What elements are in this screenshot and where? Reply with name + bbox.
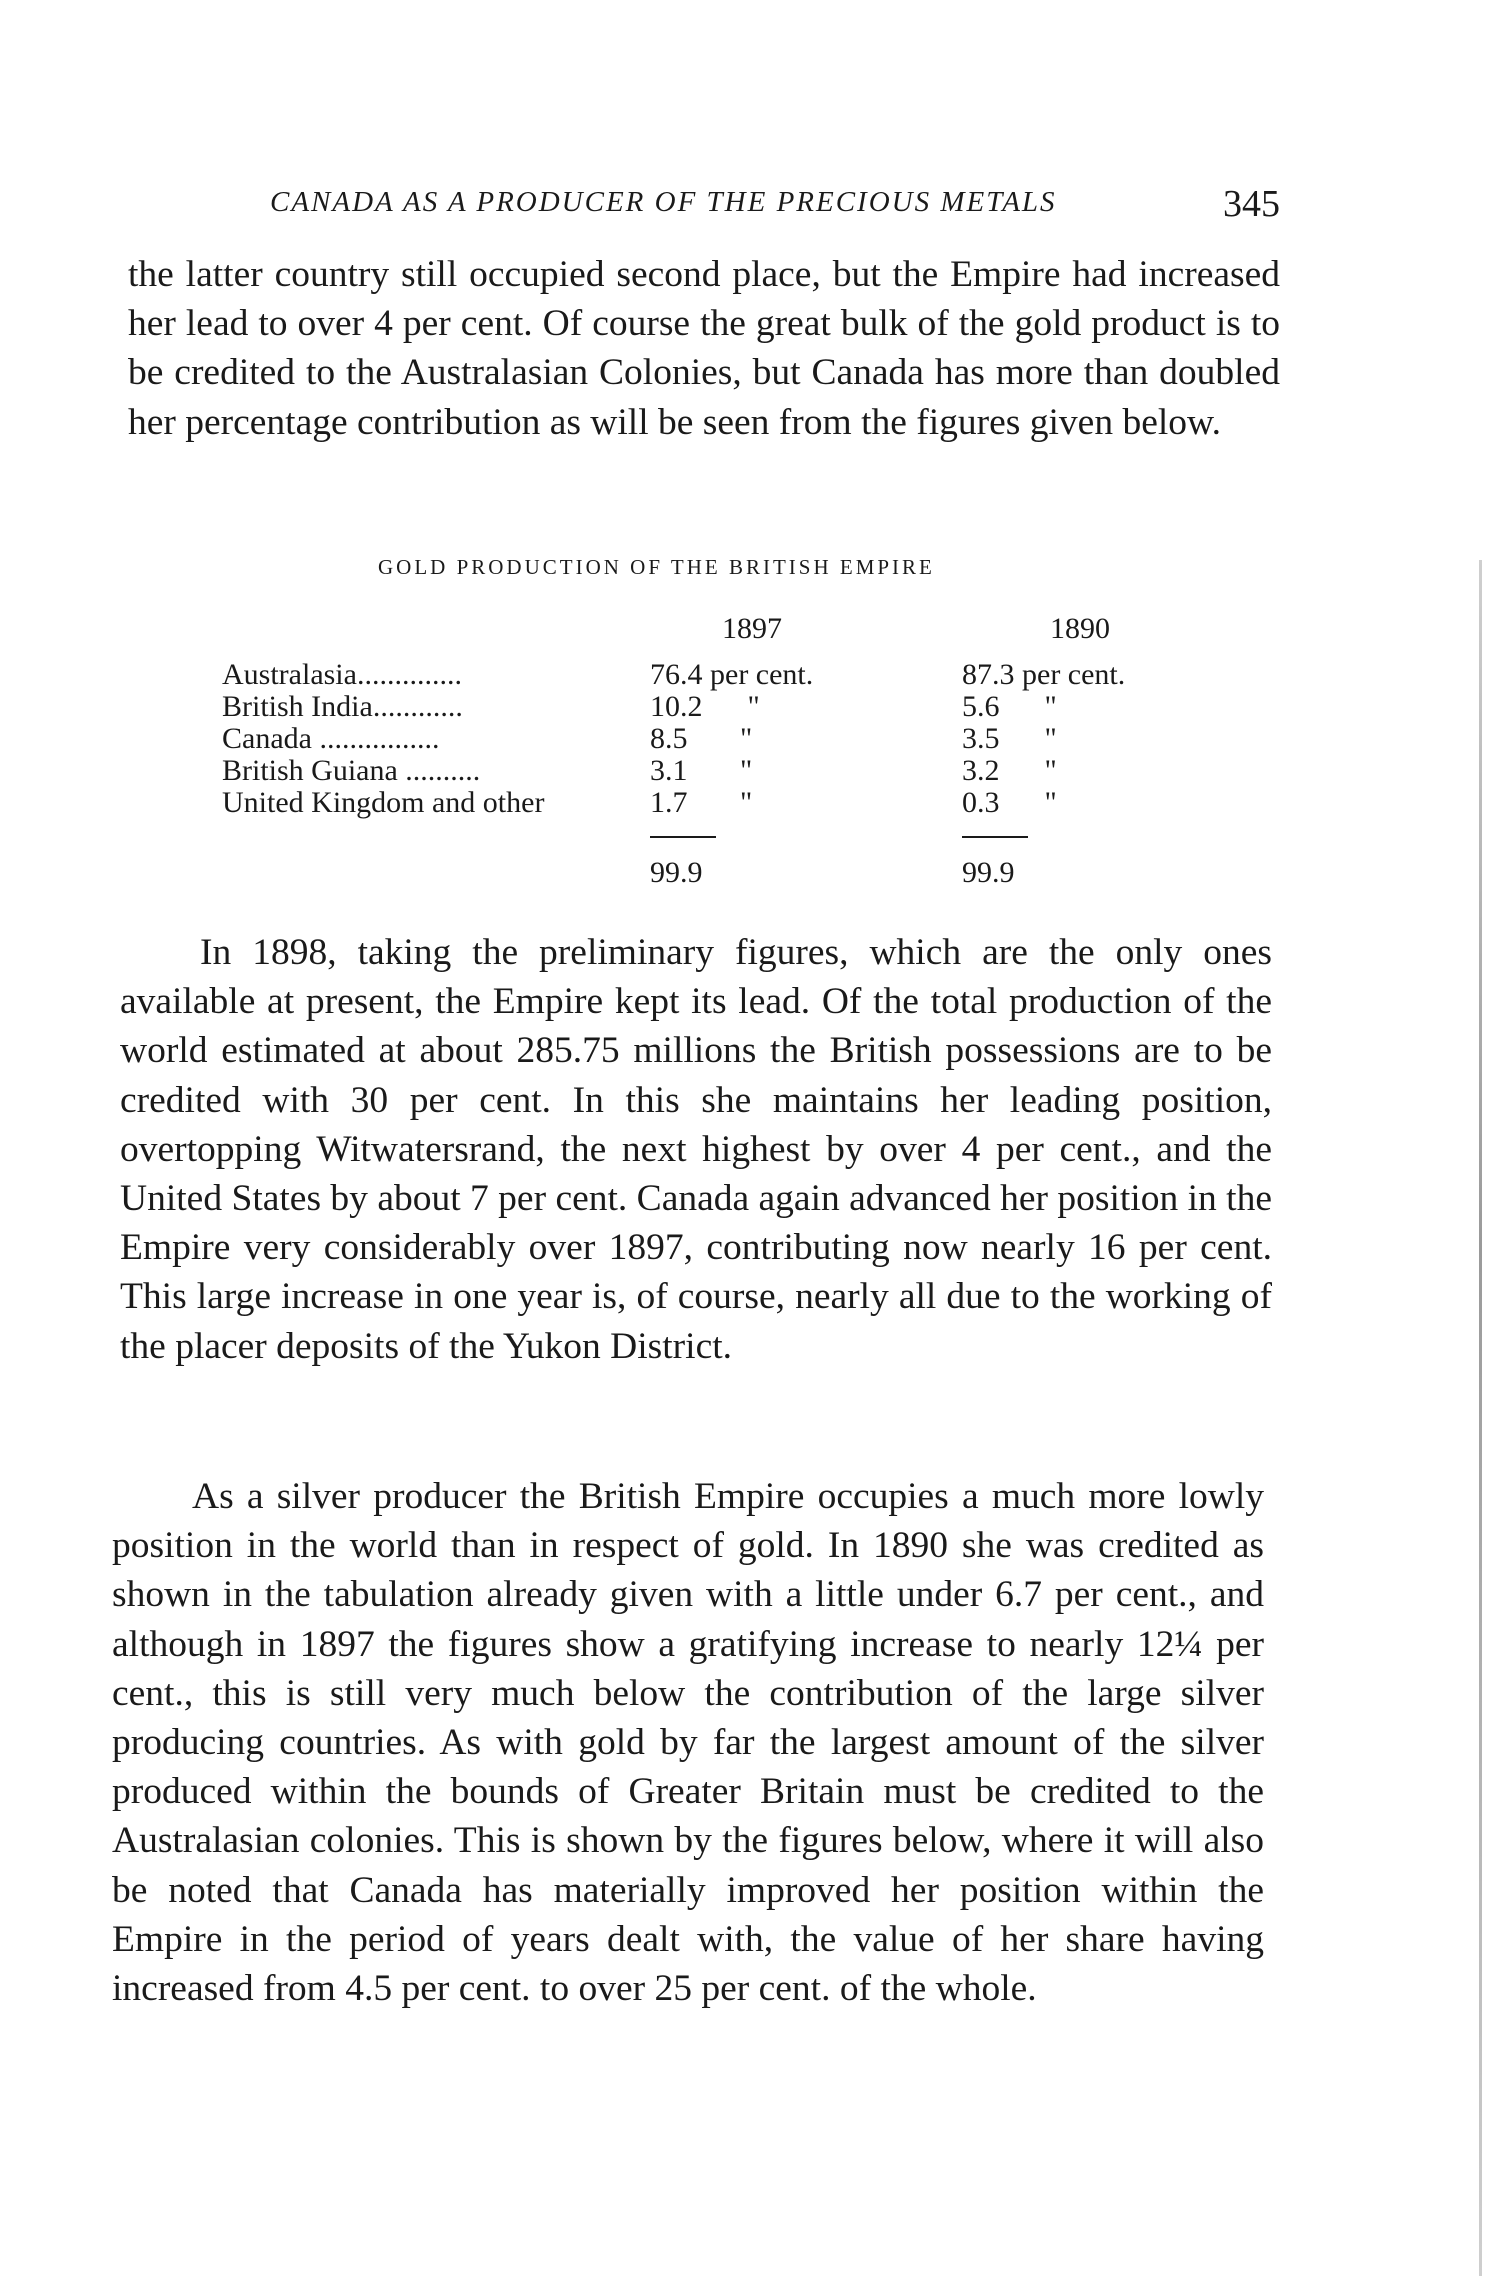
gold-production-table bbox=[222, 612, 1202, 902]
running-title: CANADA AS A PRODUCER OF THE PRECIOUS METALS bbox=[270, 186, 1057, 218]
total-1897: 99.9 bbox=[650, 856, 703, 889]
paragraph-1: the latter country still occupied second place, but the Empire had increased her lead to over 4 per cent. Of course the great bulk of the gold product is to be credited to the Australasian Colonies, but Canada has more than doubled her percentage contribution as will be seen from the figures given below. bbox=[128, 254, 1280, 443]
value-1890: 3.2 " bbox=[962, 754, 1057, 787]
sum-rule bbox=[650, 836, 716, 838]
table-title: GOLD PRODUCTION OF THE BRITISH EMPIRE bbox=[378, 555, 935, 579]
total-1890: 99.9 bbox=[962, 856, 1015, 889]
paragraph-2: In 1898, taking the preliminary figures, which are the only ones available at present, the Empire kept its lead. Of the total production of the world estimated at about 285.75 millions the British possessions are to be credited with 30 per cent. In this she maintains her leading position, overtopping Witwatersrand, the next highest by over 4 per cent., and the United States by about 7 per cent. Canada again advanced her position in the Empire very considerably over 1897, contributing now nearly 16 per cent. This large increase in one year is, of course, nearly all due to the working of the placer deposits of the Yukon District. bbox=[120, 932, 1272, 1367]
value-1890: 0.3 " bbox=[962, 786, 1057, 819]
row-label: British Guiana .......... bbox=[222, 754, 481, 787]
column-header-1897: 1897 bbox=[722, 612, 782, 645]
value-1897: 10.2 " bbox=[650, 690, 760, 723]
row-label: Australasia.............. bbox=[222, 658, 462, 691]
value-1890: 87.3 per cent. bbox=[962, 658, 1126, 691]
value-1890: 5.6 " bbox=[962, 690, 1057, 723]
value-1890: 3.5 " bbox=[962, 722, 1057, 755]
column-header-1890: 1890 bbox=[1050, 612, 1110, 645]
running-head bbox=[270, 182, 1280, 232]
row-label: United Kingdom and other bbox=[222, 786, 545, 819]
value-1897: 1.7 " bbox=[650, 786, 753, 819]
value-1897: 3.1 " bbox=[650, 754, 753, 787]
paragraph-3: As a silver producer the British Empire occupies a much more lowly position in the world than in respect of gold. In 1890 she was credited as shown in the tabulation already given with a little under 6.7 per cent., and although in 1897 the figures show a gratifying increase to nearly 12¼ per cent., this is still very much below the contribution of the large silver producing countries. As with gold by far the largest amount of the silver produced within the bounds of Greater Britain must be credited to the Australasian colonies. This is shown by the figures below, where it will also be noted that Canada has materially improved her position within the Empire in the period of years dealt with, the value of her share having increased from 4.5 per cent. to over 25 per cent. of the whole. bbox=[112, 1476, 1264, 2010]
row-label: British India............ bbox=[222, 690, 463, 723]
value-1897: 76.4 per cent. bbox=[650, 658, 814, 691]
page-edge-shadow bbox=[1479, 560, 1482, 2276]
sum-rule bbox=[962, 836, 1028, 838]
page-number: 345 bbox=[1223, 183, 1280, 225]
row-label: Canada ................ bbox=[222, 722, 440, 755]
value-1897: 8.5 " bbox=[650, 722, 753, 755]
